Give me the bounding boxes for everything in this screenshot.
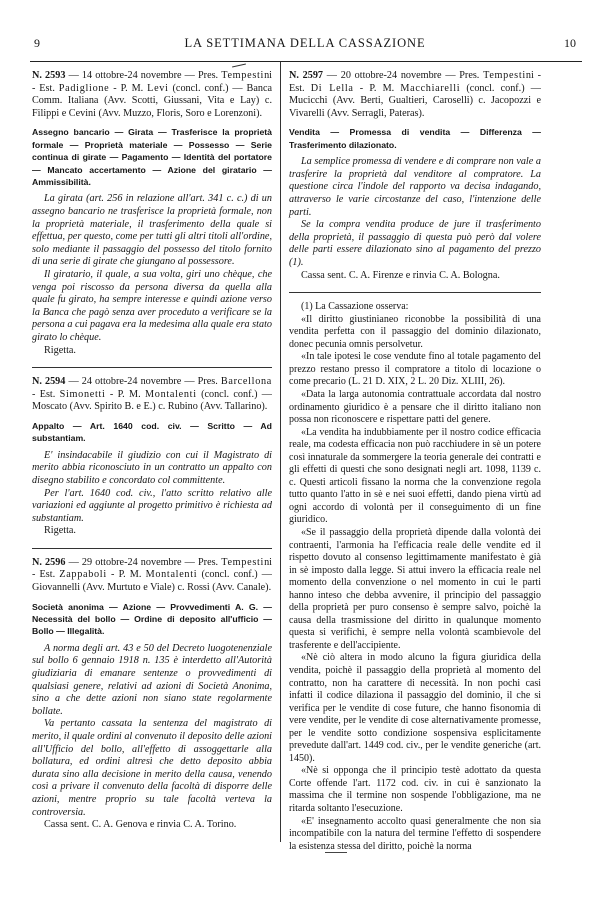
case-keywords-2593: Assegno bancario — Girata — Trasferisce la proprietà formale — Proprietà materiale — Possesso — Serie continua di girate — Pagamento — Identità del portatore — Mancato accertamento — Azione del giratario — Ammissibilità. [32,127,272,187]
case-header-2597: N. 2597 — 20 ottobre-24 novembre — Pres. Tempestini - Est. Di Lella - P. M. Macchiarelli (concl. conf.) — Mucicchi (Avv. Berti, Gualtieri, Caroselli) c. Jacopozzi e Vivarelli (Avv. Serragli, Pateras). [289,70,541,119]
case-header-2593: N. 2593 — 14 ottobre-24 novembre — Pres. Tempestini - Est. Padiglione - P. M. Levi (concl. conf.) — Banca Comm. Italiana (Avv. Scotti, Giussani, Vita e Lay) c. Filippi e Cevini (Avv. Muzzo, Floris, Soro e Lorenzoni). [32,70,272,119]
case-massima-2593-1: La girata (art. 256 in relazione all'art. 341 c. c.) di un assegno bancario ne trasferisce la proprietà formale, non la proprietà materiale, il trasferimento della quale si effettua, per questo, come per tutti gli altri titoli all'ordine, solo mediante il passaggio del possesso del titolo fornito di una serie di girate che giungano al possessore. [32,193,272,268]
case-decision-2596: Cassa sent. C. A. Genova e rinvia C. A. Torino. [44,819,237,831]
case-massima-2594-1: E' insindacabile il giudizio con cui il Magistrato di merito abbia riconosciuto in un contratto un appalto con disegno stabilito e concordato col committente. [32,449,272,486]
case-divider [32,367,272,368]
footnote-paragraph: «Nè si opponga che il principio testè adottato da questa Corte offende l'art. 1172 cod. civ. in cui è sanzionato la massima che il termine non sospende l'obbligazione, ma ne ritarda soltanto l'esecuzione. [289,765,541,814]
case-massima-2596-1: A norma degli art. 43 e 50 del Decreto luogotenenziale sul bollo 6 gennaio 1918 n. 135 è interdetto all'Autorità giudiziaria di emanare sentenze o provvedimenti di qualsiasi genere, relativi ad azioni di Società Anonima, sino a che dette azioni non siano state regolarmente bollate. [32,642,272,717]
footnote-divider [289,292,541,293]
case-header-2596: N. 2596 — 29 ottobre-24 novembre — Pres. Tempestini - Est. Zappaboli - P. M. Montalenti (concl. conf.) — Giovannelli (Avv. Murtuto e Viale) c. Rossi (Avv. Canale). [32,556,272,594]
case-header-2594: N. 2594 — 24 ottobre-24 novembre — Pres. Barcellona - Est. Simonetti - P. M. Montalenti (concl. conf.) — Moscato (Avv. Spirito B. e E.) c. Rubino (Avv. Tallarino). [32,376,272,413]
left-column [32,70,272,832]
page-header [34,36,576,52]
pen-mark [232,64,246,68]
case-keywords-2596: Società anonima — Azione — Provvedimenti A. G. — Necessità del bollo — Ordine di deposito all'ufficio — Bollo — Illegalità. [32,601,272,637]
header-rule [30,61,582,62]
case-massima-2597-1: La semplice promessa di vendere e di comprare non vale a trasferire la proprietà dal venditore al compratore. La questione circa l'indole del rapporto va decisa indagando, attraverso le varie circostanze del caso, l'intenzione delle parti. [289,156,541,218]
footnote-paragraph: «Se il passaggio della proprietà dipende dalla volontà dei contraenti, l'armonia ha l'efficacia reale delle vendite ed il rispetto dovuto al consenso legittimamente manifestato è già in sè imposto dalla legge. Si attui invero la efficacia reale nel momento della convenzione o nel momento in cui le parti hanno inteso che debba avvenire, il principio del passaggio della proprietà per puro consenso è sempre salvo, poichè la causa della trasmissione del diritto in qualunque momento questa si verifichi, è sempre nella volontà scambievole del trasferente e dell'accipiente. [289,526,541,651]
footnote-title: (1) La Cassazione osserva: [301,301,409,313]
journal-title: LA SETTIMANA DELLA CASSAZIONE [184,36,426,50]
footnote-paragraph: «E' insegnamento accolto quasi generalmente che non sia incompatibile con la natura del termine l'effetto di sospendere la esistenza stessa del diritto, poichè la norma [289,815,541,852]
footnote-paragraph: «Il diritto giustinianeo riconobbe la possibilità di una vendita perfetta con il passaggio del dominio dilazionato, donec pecunia omnis persolvetur. [289,313,541,350]
footnote-paragraph: «In tale ipotesi le cose vendute fino al totale pagamento del prezzo restano presso il compratore a titolo di locazione o come precario (L. 21 D. XIX, 2 L. 20 Diz. XLIII, 26). [289,351,541,388]
footnote [289,301,541,853]
right-column [289,70,541,853]
case-massima-2593-2: Il giratario, il quale, a sua volta, giri uno chèque, che venga poi riscosso da persona diversa da quella alla quale fu girato, ha sempre interesse e quindi azione verso la Banca che pagò senza aver proceduto a verificare se la persona a cui pagava era la medesima alla quale era stato girato lo chèque. [32,268,272,343]
case-keywords-2594: Appalto — Art. 1640 cod. civ. — Scritto — Ad substantiam. [32,420,272,444]
case-massima-2596-2: Va pertanto cassata la sentenza del magistrato di merito, il quale ordini al convenuto il deposito delle azioni all'Ufficio del bollo, all'effetto di assoggettarle alla bollatura, ed ordini altresì che detto deposito abbia durata sino alla decisione in merito della causa, venendo così a privare il convenuto della facoltà di disporre delle azioni, mentre proprio su tale facoltà verteva la controversia. [32,718,272,818]
case-keywords-2597: Vendita — Promessa di vendita — Differenza — Trasferimento dilazionato. [289,127,541,150]
case-massima-2597-2: Se la compra vendita produce de jure il trasferimento della proprietà, il passaggio di questa può però dal volere delle parti essere dilazionato sino al pagamento del prezzo (1). [289,219,541,268]
case-decision-2594: Rigetta. [44,525,76,537]
case-decision-2597: Cassa sent. C. A. Firenze e rinvia C. A. Bologna. [301,269,500,281]
case-divider [32,548,272,549]
case-massima-2594-2: Per l'art. 1640 cod. civ., l'atto scritto relativo alle variazioni ed aggiunte al progetto primitivo è richiesta ad substantiam. [32,487,272,524]
footnote-paragraph: «Nè ciò altera in modo alcuno la figura giuridica della vendita, poichè il passaggio della proprietà al momento del contratto, non ha carattere di necessità. In non pochi casi infatti il codice dilaziona il passaggio del dominio, il che si verifica per le vendite di cose future, che hanno fisonomia di vere vendite, per le vendite di cose alternativamente promesse, per le vendite sotto condizione sospensiva esplicitamente prevedute dall'art. 1449 cod. civ., per le vendite generiche (art. 1450). [289,652,541,764]
column-separator [280,62,281,842]
page-number-left: 9 [34,36,40,50]
end-mark [325,852,347,853]
footnote-paragraph: «La vendita ha indubbiamente per il nostro codice efficacia reale, ma codesta efficacia non può racchiudere in sè un potere così innaturale da sommergere la teoria generale dei contratti e gli effetti di questi che sono designati negli art. 1098, 1139 c. c. Questi articoli fissano la norma che la convenzione regola tutto quanto l'atto in sè e nei suoi effetti, dando piena virtù ad ogni accordo di volontà per il conseguimento di un fine giuridico. [289,426,541,526]
footnote-paragraph: «Data la larga autonomia contrattuale accordata dal nostro ordinamento giuridico è a pensare che il diritto italiano non possa non riconoscere e rispettare patti del genere. [289,388,541,426]
page-number-right: 10 [564,36,576,50]
case-decision-2593: Rigetta. [44,344,76,356]
